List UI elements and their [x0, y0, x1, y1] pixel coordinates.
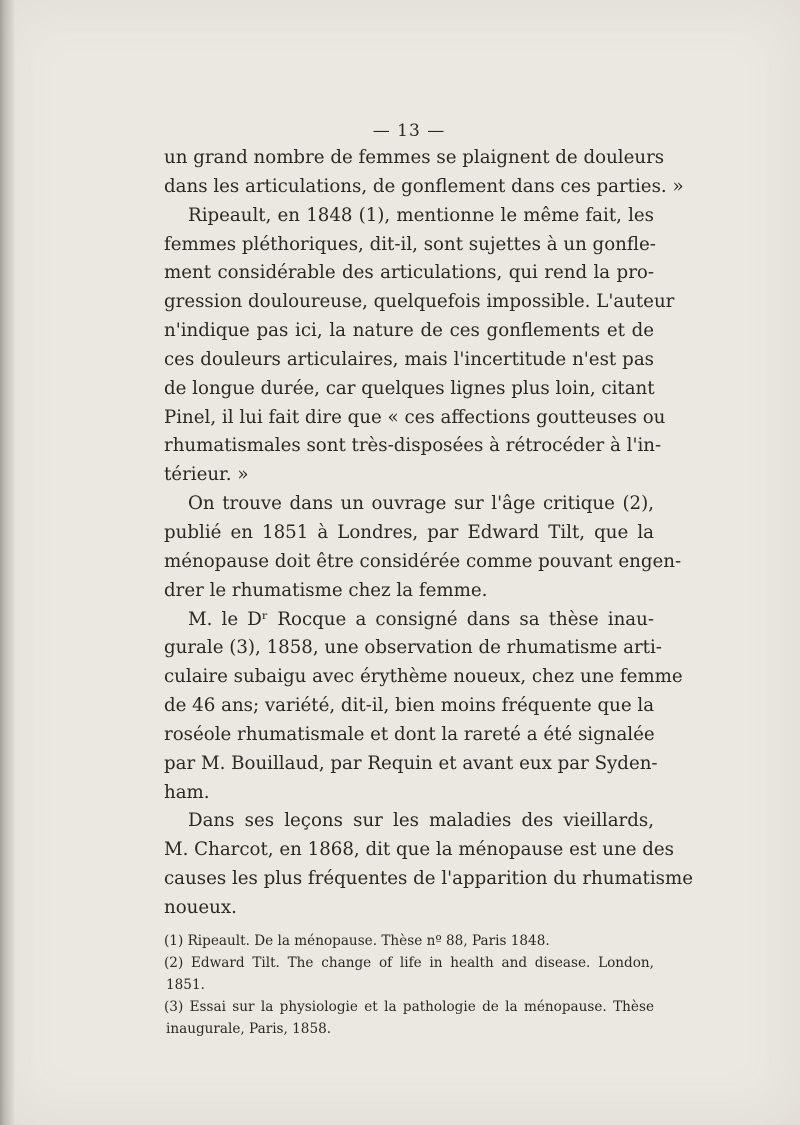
footnote-line: (3) Essai sur la physiologie et la pathologie de la ménopause. Thèse — [164, 998, 654, 1015]
text-line: roséole rhumatismale et dont la rareté a été signalée — [164, 723, 655, 745]
text-line: Pinel, il lui fait dire que « ces affections goutteuses ou — [164, 406, 666, 428]
page-number: — 13 — — [372, 121, 446, 141]
text-line: noueux. — [164, 896, 237, 918]
text-line: gression douloureuse, quelquefois impossible. L'auteur — [164, 291, 675, 313]
text-line: dans les articulations, de gonflement dans ces parties. » — [164, 175, 684, 197]
text-line: ment considérable des articulations, qui rend la pro- — [164, 262, 654, 284]
text-line: M. Charcot, en 1868, dit que la ménopause est une des — [164, 839, 675, 861]
text-line: ménopause doit être considérée comme pouvant engen- — [164, 550, 682, 572]
text-line: de 46 ans; variété, dit-il, bien moins fréquente que la — [164, 695, 655, 717]
text-line: femmes pléthoriques, dit-il, sont sujettes à un gonfle- — [164, 233, 656, 255]
paragraph — [164, 202, 675, 490]
text-line: On trouve dans un ouvrage sur l'âge critique (2), — [188, 493, 654, 515]
body-text — [164, 144, 694, 923]
footnote-line: (2) Edward Tilt. The change of life in health and disease. London, — [164, 954, 654, 971]
footnote — [164, 952, 654, 996]
text-line: causes les plus fréquentes de l'apparition du rhumatisme — [164, 868, 694, 890]
text-line: gurale (3), 1858, une observation de rhumatisme arti- — [164, 637, 662, 659]
footnote — [164, 996, 654, 1040]
text-line: publié en 1851 à Londres, par Edward Tilt, que la — [164, 521, 654, 543]
paragraph — [164, 490, 682, 605]
page-binding-edge — [0, 0, 14, 1125]
footnote-line: inaugurale, Paris, 1858. — [166, 1020, 332, 1037]
text-line: Ripeault, en 1848 (1), mentionne le même fait, les — [188, 204, 654, 226]
text-line: M. le Dʳ Rocque a consigné dans sa thèse inau- — [188, 608, 654, 630]
text-line: culaire subaigu avec érythème noueux, chez une femme — [164, 666, 683, 688]
text-line: Dans ses leçons sur les maladies des vieillards, — [188, 810, 654, 832]
text-line: un grand nombre de femmes se plaignent de douleurs — [164, 147, 665, 168]
text-block — [164, 118, 694, 1040]
text-line: rhumatismales sont très-disposées à rétrocéder à l'in- — [164, 435, 662, 457]
text-line: drer le rhumatisme chez la femme. — [164, 579, 488, 601]
text-line: par M. Bouillaud, par Requin et avant eux par Syden- — [164, 752, 658, 774]
footnote-line: 1851. — [166, 976, 205, 993]
text-line: n'indique pas ici, la nature de ces gonflements et de — [164, 320, 654, 342]
text-line: de longue durée, car quelques lignes plus loin, citant — [164, 377, 655, 399]
text-line: térieur. » — [164, 464, 249, 486]
paragraph — [164, 807, 694, 922]
paragraph — [164, 606, 683, 808]
footnote-line: (1) Ripeault. De la ménopause. Thèse nº 88, Paris 1848. — [164, 932, 550, 949]
footnote — [164, 930, 654, 952]
text-line: ham. — [164, 781, 210, 803]
paragraph — [164, 144, 684, 202]
footnotes — [164, 930, 654, 1040]
text-line: ces douleurs articulaires, mais l'incertitude n'est pas — [164, 348, 654, 370]
